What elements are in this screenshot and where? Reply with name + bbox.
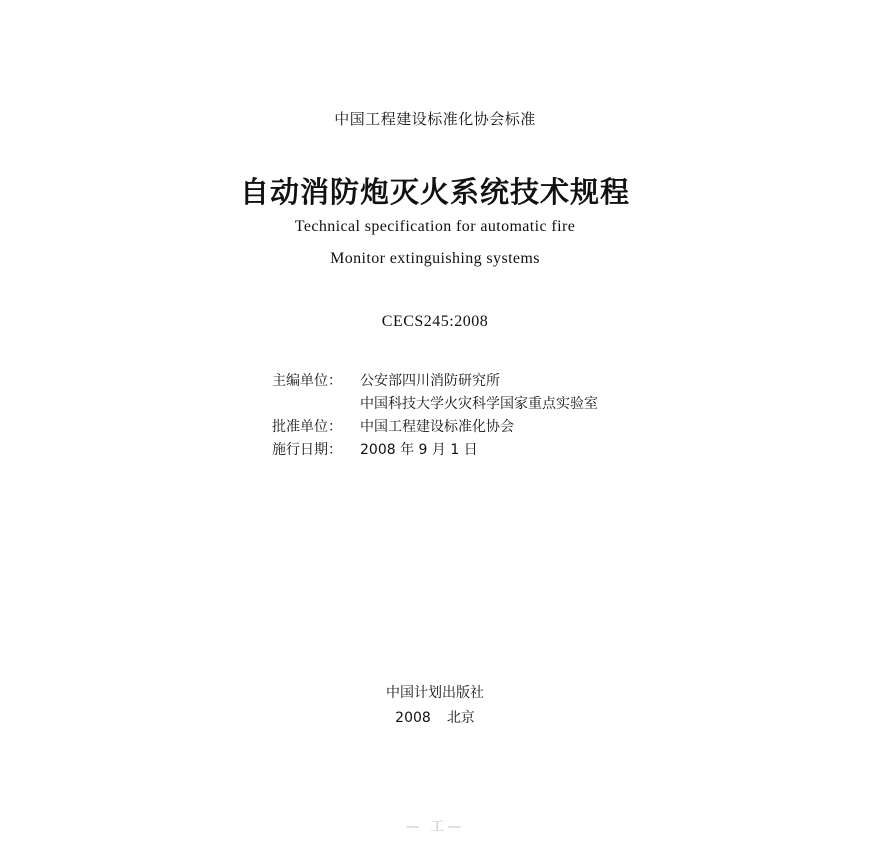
editor-unit-2: 中国科技大学火灾科学国家重点实验室 xyxy=(360,396,598,412)
effective-date-value: 2008 年 9 月 1 日 xyxy=(360,442,478,458)
title-chinese: 自动消防炮灭火系统技术规程 xyxy=(239,175,630,209)
info-block xyxy=(272,370,598,462)
editor-row xyxy=(272,370,598,393)
editor-unit-1: 公安部四川消防研究所 xyxy=(360,373,500,389)
publication-year: 2008 xyxy=(395,710,431,726)
approver-unit: 中国工程建设标准化协会 xyxy=(360,419,514,435)
title-english-line-1: Technical specification for automatic fire xyxy=(294,218,576,235)
standard-series: 中国工程建设标准化协会标准 xyxy=(334,110,536,128)
approver-label: 批准单位： xyxy=(272,419,342,435)
effective-date-label: 施行日期： xyxy=(272,442,342,458)
title-english-line-2: Monitor extinguishing systems xyxy=(330,250,540,267)
publication-place xyxy=(0,707,870,727)
approver-row xyxy=(272,416,598,439)
publisher-name: 中国计划出版社 xyxy=(386,685,484,701)
editor-row-2 xyxy=(272,393,598,416)
editor-label: 主编单位： xyxy=(272,373,342,389)
publication-city: 北京 xyxy=(446,710,475,726)
page-number: — 工— xyxy=(405,819,465,835)
effective-date-row xyxy=(272,439,598,462)
standard-code: CECS245:2008 xyxy=(381,313,489,330)
